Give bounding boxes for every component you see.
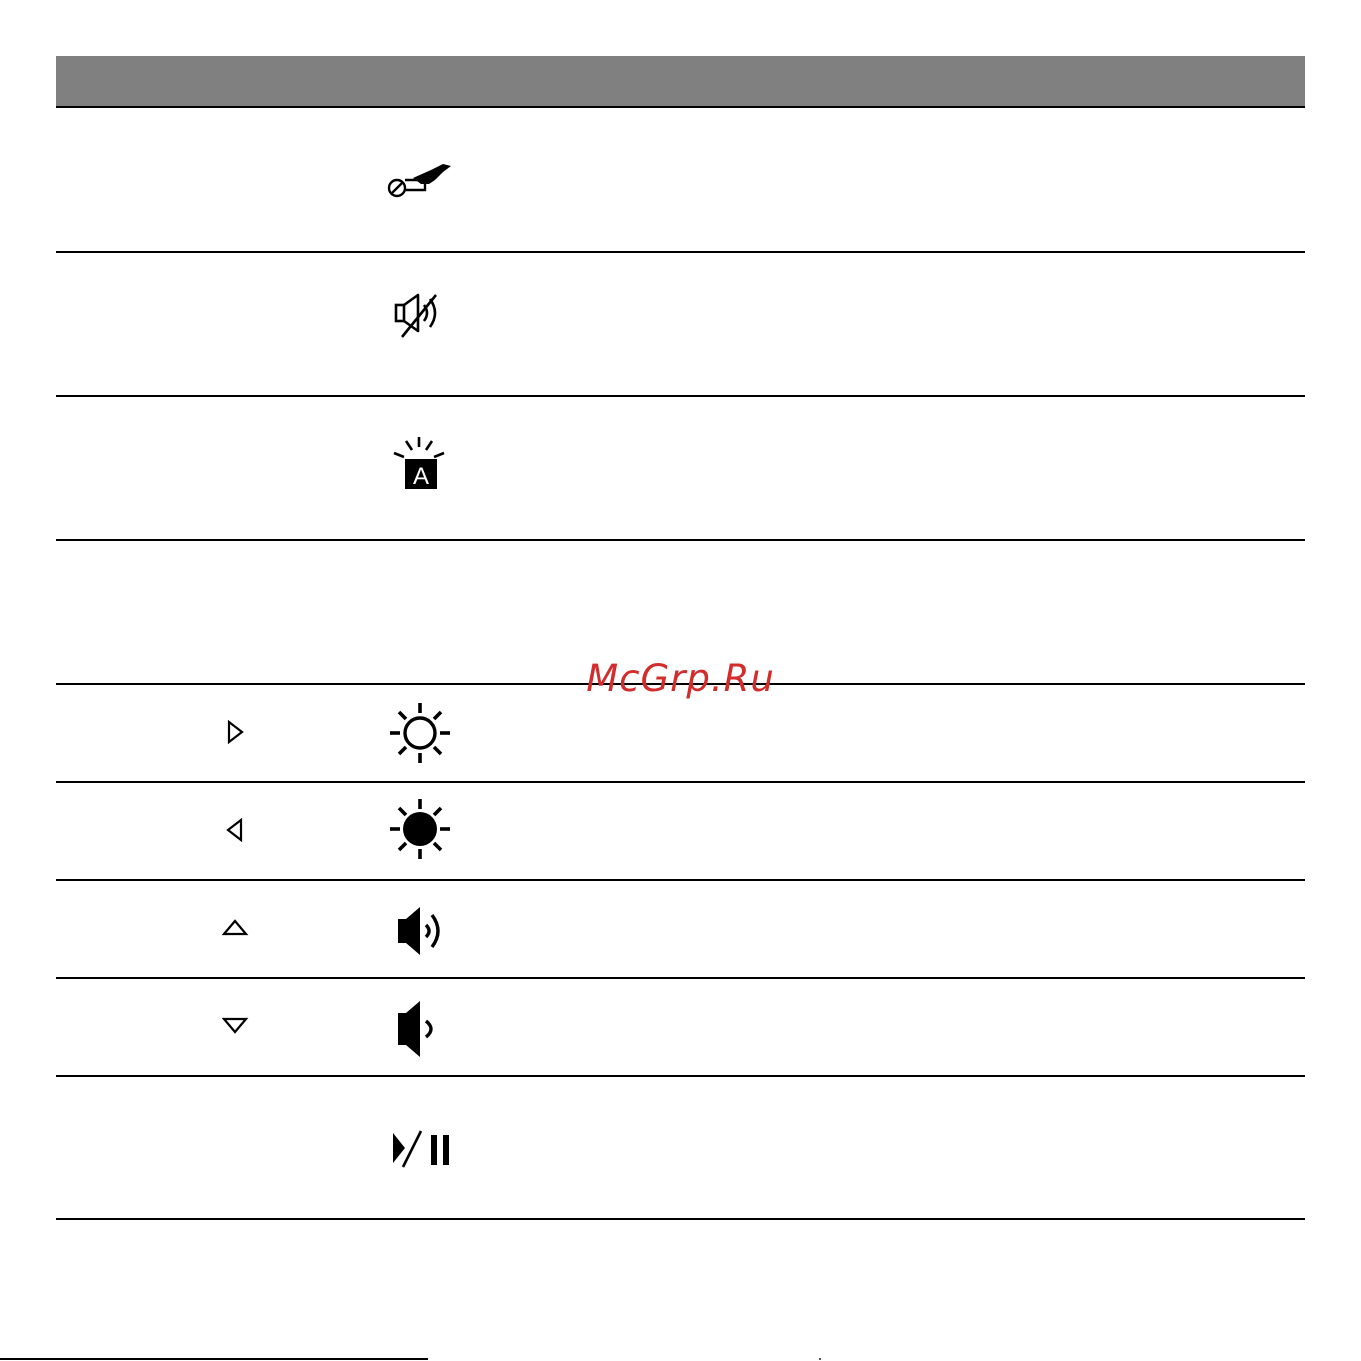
- table-divider: [56, 395, 1305, 397]
- arrow-down-icon: [205, 1010, 265, 1040]
- footer-rule: [0, 1358, 428, 1360]
- volume-up-icon: [380, 904, 460, 958]
- table-divider: [56, 977, 1305, 979]
- footer-mark: [819, 1358, 821, 1360]
- backlight-letter: A: [412, 463, 430, 490]
- table-divider: [56, 251, 1305, 253]
- speaker-mute-icon: [380, 290, 460, 342]
- arrow-right-icon: [205, 715, 265, 749]
- touchpad-disable-icon: [380, 155, 460, 205]
- table-divider: [56, 539, 1305, 541]
- table-divider: [56, 781, 1305, 783]
- watermark-text: McGrp.Ru: [586, 657, 775, 700]
- keyboard-backlight-icon: [380, 432, 460, 494]
- table-divider: [56, 1218, 1305, 1220]
- table-divider: [56, 879, 1305, 881]
- table-divider: [56, 106, 1305, 108]
- brightness-down-icon: [380, 798, 460, 860]
- brightness-up-icon: [380, 702, 460, 764]
- table-header-bar: [56, 56, 1305, 107]
- arrow-left-icon: [205, 813, 265, 847]
- arrow-up-icon: [205, 912, 265, 942]
- volume-down-icon: [380, 998, 460, 1060]
- table-divider: [56, 1075, 1305, 1077]
- play-pause-icon: [380, 1126, 460, 1172]
